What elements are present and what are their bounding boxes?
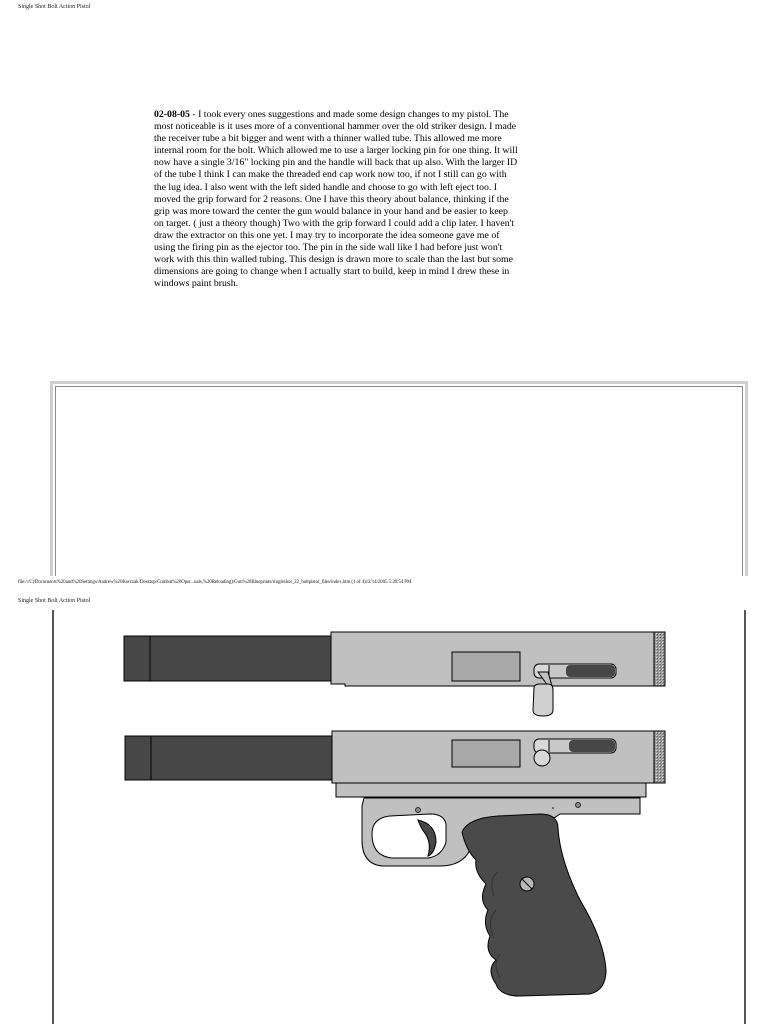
page-footer-path: file:///C|/Documents%20and%20Settings/Andrew%20Korczak/Desktop/Combat%20Oper...uals,%20Reloading)/Gun%20Blueprints/singleshot_22_boltpistol_files/index.htm (1 of 4)12/14/2005 5:20:54 PM: [18, 580, 412, 585]
page-header-title-2: Single Shot Bolt Action Pistol: [18, 598, 91, 604]
image-frame-top: [50, 381, 748, 581]
bolt-knob: [534, 750, 550, 766]
pistol-drawing: [0, 610, 768, 1024]
receiver-rail: [336, 783, 646, 797]
bolt-assembly-top: [124, 632, 665, 716]
frame-pin-rear: [576, 803, 581, 808]
end-cap-side: [654, 731, 665, 783]
grip: [462, 814, 606, 996]
page-header-title: Single Shot Bolt Action Pistol: [18, 4, 91, 10]
article-date: 02-08-05: [154, 109, 190, 120]
article-body: - I took every ones suggestions and made some design changes to my pistol. The most noticeable is it uses more of a conventional hammer over the old striker design. I made the receiver tube a bit bigger and went with a thinner walled tube. This allowed me more internal room for the bolt. Which allowed me to use a larger locking pin for one thing. It will now have a single 3/16" locking pin and the handle will back that up also. With the larger ID of the tube I think I can make the threaded end cap work now too, if not I still can go with the lug idea. I also went with the left sided handle and choose to go with left eject too. I moved the grip forward for 2 reasons. One I have this theory about balance, thinking if the grip was more toward the center the gun would balance in your hand and be easier to keep on target. ( just a theory though) Two with the grip forward I could add a clip later. I haven't draw the extractor on this one yet. I may try to incorporate the idea someone gave me of using the firing pin as the ejector too. The pin in the side wall like I had before just won't work with this thin walled tubing. This design is drawn more to scale than the last but some dimensions are going to change when I actually start to build, keep in mind I drew these in windows paint brush.: [154, 109, 518, 290]
article-paragraph: [154, 109, 520, 290]
frame-pin: [416, 808, 421, 813]
pistol-side-view: [125, 731, 665, 996]
barrel-side: [125, 736, 334, 780]
end-cap-top: [654, 632, 665, 686]
barrel-top: [124, 636, 333, 681]
